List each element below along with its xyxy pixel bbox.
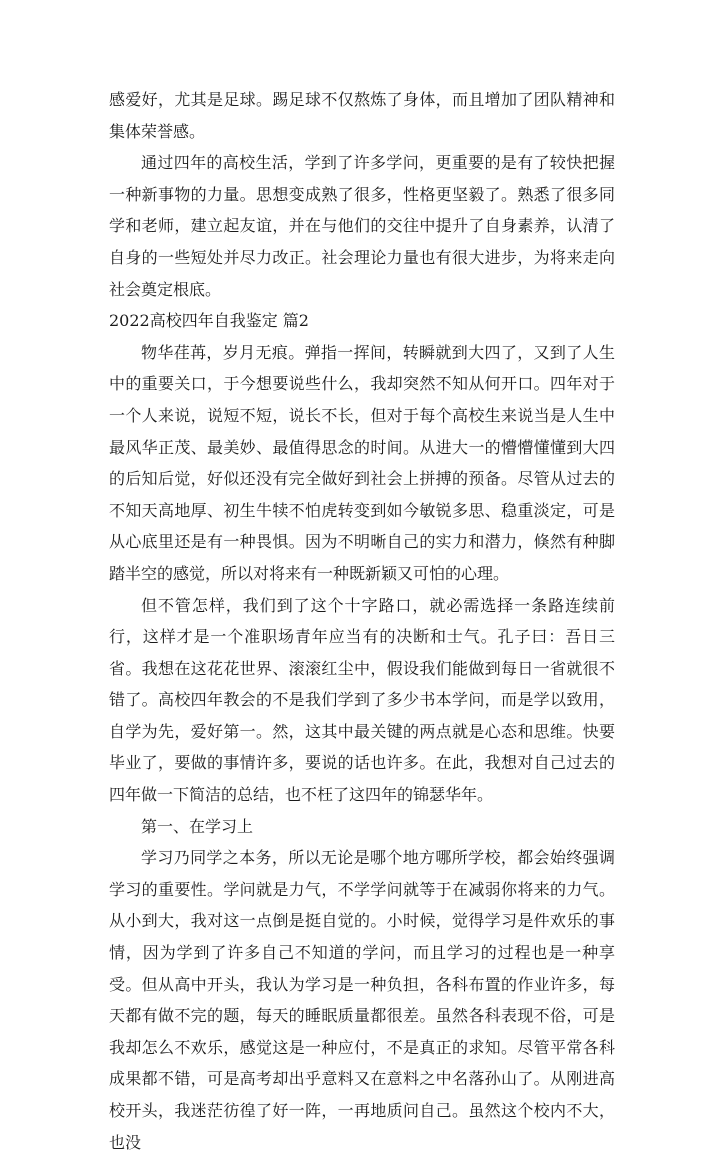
subsection-heading-study: 第一、在学习上 [141, 816, 254, 836]
paragraph-time-passes: 物华荏苒，岁月无痕。弹指一挥间，转瞬就到大四了，又到了人生中的重要关口，于今想要说些什么，我却突然不知从何开口。四年对于一个人来说，说短不短，说长不长，但对于每个高校生来说当是人生中最风华正茂、最美妙、最值得思念的时间。从进大一的懵懵懂懂到大四的后知后觉，好似还没有完全做好到社会上拼搏的预备。尽管从过去的不知天高地厚、初生牛犊不怕虎转变到如今敏锐多思、稳重淡定，可是从心底里还是有一种畏惧。因为不明晰自己的实力和潜力，倏然有种脚踏半空的感觉，所以对将来有一种既新颖又可怕的心理。 [109, 342, 615, 583]
paragraph-university-life: 通过四年的高校生活，学到了许多学问，更重要的是有了较快把握一种新事物的力量。思想变成熟了很多，性格更坚毅了。熟悉了很多同学和老师，建立起友谊，并在与他们的交往中提升了自身素养，认清了自身的一些短处并尽力改正。社会理论力量也有很大进步，为将来走向社会奠定根底。 [109, 153, 615, 299]
document-page [109, 84, 615, 1158]
paragraph-continued: 感爱好，尤其是足球。踢足球不仅熬炼了身体，而且增加了团队精神和集体荣誉感。 [109, 90, 615, 141]
section-heading: 2022高校四年自我鉴定 篇2 [109, 311, 309, 331]
paragraph-crossroads: 但不管怎样，我们到了这个十字路口，就必需选择一条路连续前行，这样才是一个准职场青年应当有的决断和士气。孔子曰：吾日三省。我想在这花花世界、滚滚红尘中，假设我们能做到每日一省就很不错了。高校四年教会的不是我们学到了多少书本学问，而是学以致用，自学为先，爱好第一。然，这其中最关键的两点就是心态和思维。快要毕业了，要做的事情许多，要说的话也许多。在此，我想对自己过去的四年做一下简洁的总结，也不枉了这四年的锦瑟华年。 [109, 595, 615, 805]
paragraph-study: 学习乃同学之本务，所以无论是哪个地方哪所学校，都会始终强调学习的重要性。学问就是力气，不学学问就等于在减弱你将来的力气。从小到大，我对这一点倒是挺自觉的。小时候，觉得学习是件欢乐的事情，因为学到了许多自己不知道的学问，而且学习的过程也是一种享受。但从高中开头，我认为学习是一种负担，各科布置的作业许多，每天都有做不完的题，每天的睡眠质量都很差。虽然各科表现不俗，可是我却怎么不欢乐，感觉这是一种应付，不是真正的求知。尽管平常各科成果都不错，可是高考却出乎意料又在意料之中名落孙山了。从刚进高校开头，我迷茫彷徨了好一阵，一再地质问自己。虽然这个校内不大，也没 [109, 848, 615, 1152]
